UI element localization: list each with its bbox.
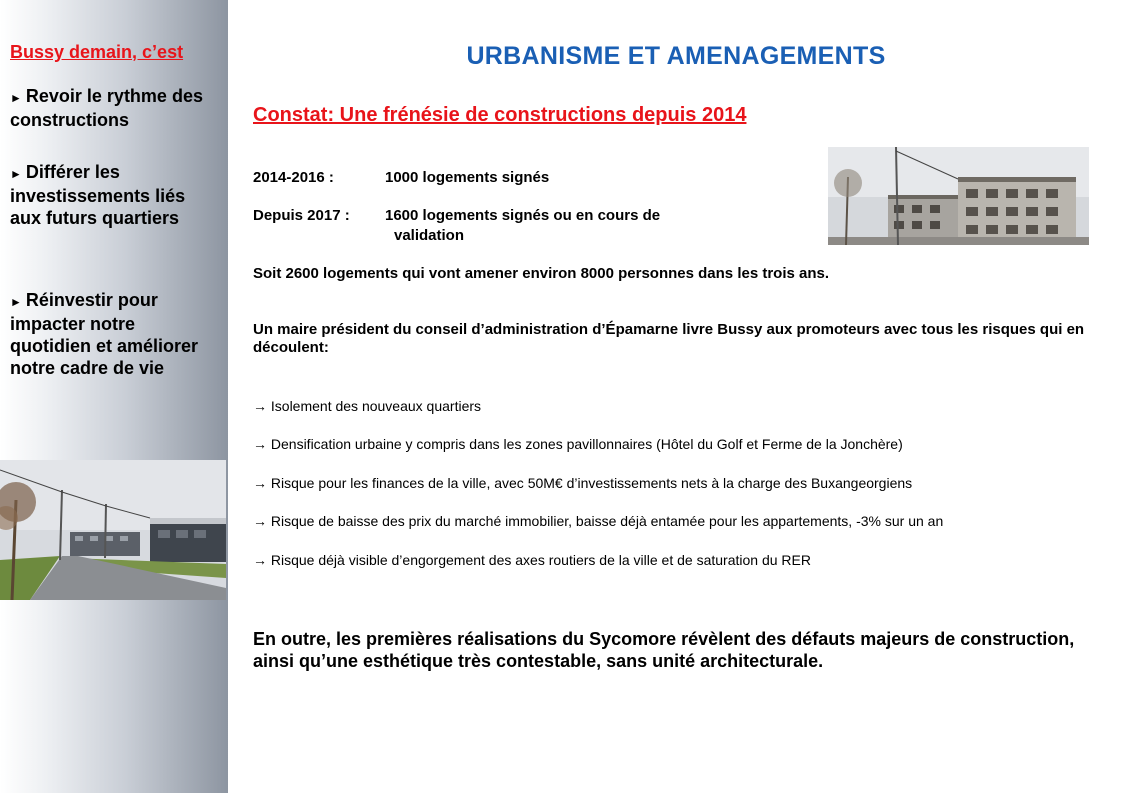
street-photo <box>0 460 226 600</box>
page-title: URBANISME ET AMENAGEMENTS <box>466 42 886 70</box>
stat-row <box>253 207 660 224</box>
construction-photo <box>828 147 1089 245</box>
risk-item <box>253 398 481 414</box>
stat-value: 1000 logements signés <box>385 169 550 186</box>
risk-text: Isolement des nouveaux quartiers <box>270 398 482 414</box>
sidebar-item-reinvestir <box>10 289 220 379</box>
risk-item <box>253 513 943 529</box>
risk-text: Densification urbaine y compris dans les zones pavillonnaires (Hôtel du Golf et Ferme de la Jonchère) <box>270 436 903 452</box>
triangle-bullet-icon: ► <box>10 295 22 309</box>
stat-value-continuation: validation <box>394 227 465 244</box>
arrow-right-icon: → <box>253 513 267 529</box>
summary-text: Soit 2600 logements qui vont amener environ 8000 personnes dans les trois ans. <box>253 265 830 282</box>
arrow-right-icon: → <box>253 398 267 414</box>
sidebar-title: Bussy demain, c’est <box>10 42 184 62</box>
arrow-right-icon: → <box>253 475 267 491</box>
stat-label: 2014-2016 : <box>253 169 334 186</box>
sidebar-item-revoir <box>10 85 220 131</box>
conclusion-text: En outre, les premières réalisations du Sycomore révèlent des défauts majeurs de construction, ainsi qu’une esthétique très contestable, sans unité architecturale. <box>253 629 1075 671</box>
page-subtitle: Constat: Une frénésie de constructions depuis 2014 <box>253 104 747 126</box>
risk-item <box>253 475 912 491</box>
stat-row <box>253 169 549 186</box>
stat-value: 1600 logements signés ou en cours de <box>385 207 661 224</box>
arrow-right-icon: → <box>253 552 267 568</box>
stat-label: Depuis 2017 : <box>253 207 350 224</box>
risk-text: Risque déjà visible d’engorgement des axes routiers de la ville et de saturation du RER <box>270 552 811 568</box>
risk-text: Risque de baisse des prix du marché immobilier, baisse déjà entamée pour les appartements, -3% sur un an <box>270 513 944 529</box>
risk-item <box>253 552 811 568</box>
risk-item <box>253 436 903 452</box>
triangle-bullet-icon: ► <box>10 91 22 105</box>
arrow-right-icon: → <box>253 436 267 452</box>
mayor-statement: Un maire président du conseil d’administration d’Épamarne livre Bussy aux promoteurs avec tous les risques qui en découlent: <box>253 321 1085 356</box>
sidebar <box>0 0 228 793</box>
sidebar-item-label: Revoir le rythme des constructions <box>10 86 203 130</box>
risk-text: Risque pour les finances de la ville, avec 50M€ d’investissements nets à la charge des Buxangeorgiens <box>270 475 913 491</box>
triangle-bullet-icon: ► <box>10 167 22 181</box>
sidebar-item-label: Différer les investissements liés aux futurs quartiers <box>10 162 186 228</box>
sidebar-item-label: Réinvestir pour impacter notre quotidien et améliorer notre cadre de vie <box>10 290 199 378</box>
sidebar-item-differer <box>10 161 220 229</box>
